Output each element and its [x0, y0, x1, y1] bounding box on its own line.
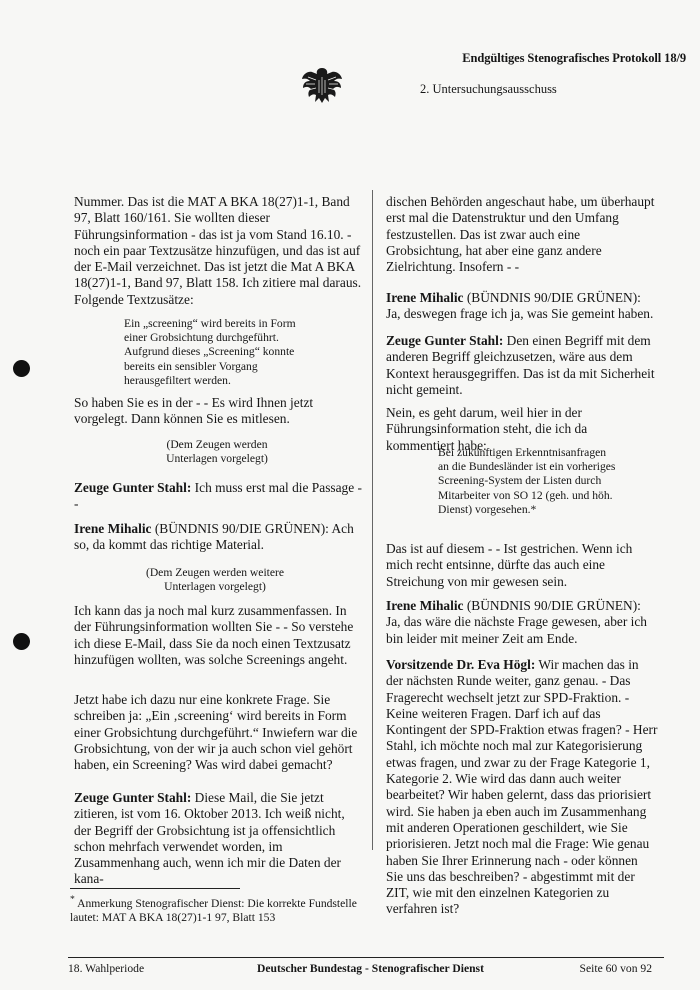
speech-text: Den einen Begriff mit dem anderen Begriff gleichzusetzen, wäre aus dem Kontext herausgegriffen. Das ist da mit Sicherheit nicht gemeint.: [386, 333, 655, 397]
page-number: Seite 60 von 92: [579, 962, 652, 975]
paragraph: So haben Sie es in der - - Es wird Ihnen jetzt vorgelegt. Dann können Sie es mitlesen.: [74, 395, 314, 427]
speech-text: (BÜNDNIS 90/DIE GRÜNEN): Ach so, da kommt das richtige Material.: [74, 521, 354, 553]
punch-hole-bottom: [13, 633, 30, 650]
footnote-text: Anmerkung Stenografischer Dienst: Die korrekte Fundstelle lautet: MAT A BKA 18(27)1-1 97, Blatt 153: [70, 896, 357, 924]
paragraph: dischen Behörden angeschaut habe, um überhaupt erst mal die Datenstruktur und den Umfang festzustellen. Das ist zwar auch eine Grobsichtung, hat aber eine ganz andere Zielrichtung. Insofern - -: [386, 194, 655, 275]
speaker-turn: [74, 480, 364, 513]
speech-text: Diese Mail, die Sie jetzt zitieren, ist vom 16. Oktober 2013. Ich weiß nicht, der Begriff der Grobsichtung ist ja offensichtlich schon mehrfach verwendet worden, im Zusammenhang auch, wenn ich mir die Daten der kana-: [74, 790, 345, 887]
paragraph: Nummer. Das ist die MAT A BKA 18(27)1-1, Band 97, Blatt 160/161. Sie wollten dieser Führungsinformation - das ist ja vom Stand 16.10. - noch ein paar Textzusätze hinzufügen, und das ist auf der E-Mail verzeichnet. Das ist jetzt die Mat A BKA 18(27)1-1, Band 97, Blatt 158. Ich zitiere mal daraus. Folgende Textzusätze:: [74, 194, 362, 307]
quote-block: Bei zukünftigen Erkenntnisanfragen an die Bundesländer ist ein vorheriges Screening-System der Listen durch Mitarbeiter von SO 12 (geh. und höh. Dienst) vorgesehen.*: [438, 446, 616, 516]
speech-text: (BÜNDNIS 90/DIE GRÜNEN): Ja, deswegen frage ich ja, was Sie gemeint haben.: [386, 290, 654, 322]
speaker-turn: [386, 598, 658, 647]
bundestag-eagle-logo: [300, 65, 344, 105]
paragraph: Jetzt habe ich dazu nur eine konkrete Frage. Sie schreiben ja: „Ein ‚screening‘ wird bereits in Form einer Grobsichtung durchgeführt.“ Inwiefern war die Grobsichtung, von der wir ja auch schon viel gehört haben, ein Screening? Was wird dabei gemacht?: [74, 692, 358, 773]
speech-text: (BÜNDNIS 90/DIE GRÜNEN): Ja, das wäre die nächste Frage gewesen, aber ich bin leider mit meiner Zeit am Ende.: [386, 598, 647, 646]
footnote-rule: [70, 888, 240, 889]
speaker-turn: [74, 790, 364, 888]
stage-direction: (Dem Zeugen werden weitere Unterlagen vorgelegt): [145, 566, 285, 594]
paragraph: Das ist auf diesem - - Ist gestrichen. Wenn ich mich recht entsinne, dürfte das auch eine Streichung von mir gewesen sein.: [386, 541, 633, 589]
speaker-turn: [386, 333, 658, 398]
speech-text: Ich muss erst mal die Passage - -: [74, 480, 363, 512]
footer-institution: Deutscher Bundestag - Stenografischer Dienst: [257, 962, 484, 975]
stage-direction: (Dem Zeugen werden Unterlagen vorgelegt): [166, 438, 268, 466]
speaker-turn: [386, 657, 658, 918]
footnote: [70, 893, 380, 925]
footer-period: 18. Wahlperiode: [68, 962, 145, 975]
committee-name: 2. Untersuchungsausschuss: [420, 82, 557, 96]
protocol-title: Endgültiges Stenografisches Protokoll 18/9: [462, 51, 686, 65]
speaker-name: Vorsitzende Dr. Eva Högl:: [386, 657, 536, 672]
speech-text: Wir machen das in der nächsten Runde weiter, ganz genau. - Das Fragerecht wechselt jetzt zur SPD-Fraktion. - Keine weiteren Fragen. Darf ich auf das Kontingent der SPD-Fraktion etwas fragen? - Herr Stahl, ich möchte noch mal zur Kategorisierung etwas fragen, und zwar zu der Frage Kategorie 1, Kategorie 2. Wie wird das dann auch weiter bearbeitet? Wir haben gelernt, dass das priorisiert wird. Sie haben ja eben auch im Zusammenhang mit anderen Operationen geschildert, wie Sie priorisieren. Jetzt noch mal die Frage: Wie genau haben Sie Ihrer Erinnerung nach - oder können Sie uns das beschreiben? - abgestimmt mit der ZIT, wie mit den einzelnen Kategorien zu verfahren ist?: [386, 657, 658, 917]
speaker-name: Zeuge Gunter Stahl:: [386, 333, 504, 348]
punch-hole-top: [13, 360, 30, 377]
speaker-turn: [74, 521, 364, 554]
speaker-name: Irene Mihalic: [74, 521, 152, 536]
speaker-name: Zeuge Gunter Stahl:: [74, 790, 192, 805]
quote-block: Ein „screening“ wird bereits in Form einer Grobsichtung durchgeführt. Aufgrund dieses „Screening“ konnte bereits ein sensibler Vorgang herausgefiltert werden.: [124, 317, 296, 387]
speaker-turn: [386, 290, 658, 323]
footnote-mark: *: [70, 894, 75, 905]
speaker-name: Irene Mihalic: [386, 290, 464, 305]
speaker-name: Zeuge Gunter Stahl:: [74, 480, 192, 495]
column-divider: [372, 190, 373, 850]
paragraph: Nein, es geht darum, weil hier in der Führungsinformation steht, die ich da kommentiert habe:: [386, 405, 588, 453]
footer-rule: [68, 957, 664, 958]
paragraph: Ich kann das ja noch mal kurz zusammenfassen. In der Führungsinformation wollten Sie - - So verstehe ich diese E-Mail, dass Sie da noch einen Textzusatz hinzufügen wollten, was solche Screenings angeht.: [74, 603, 354, 667]
speaker-name: Irene Mihalic: [386, 598, 464, 613]
